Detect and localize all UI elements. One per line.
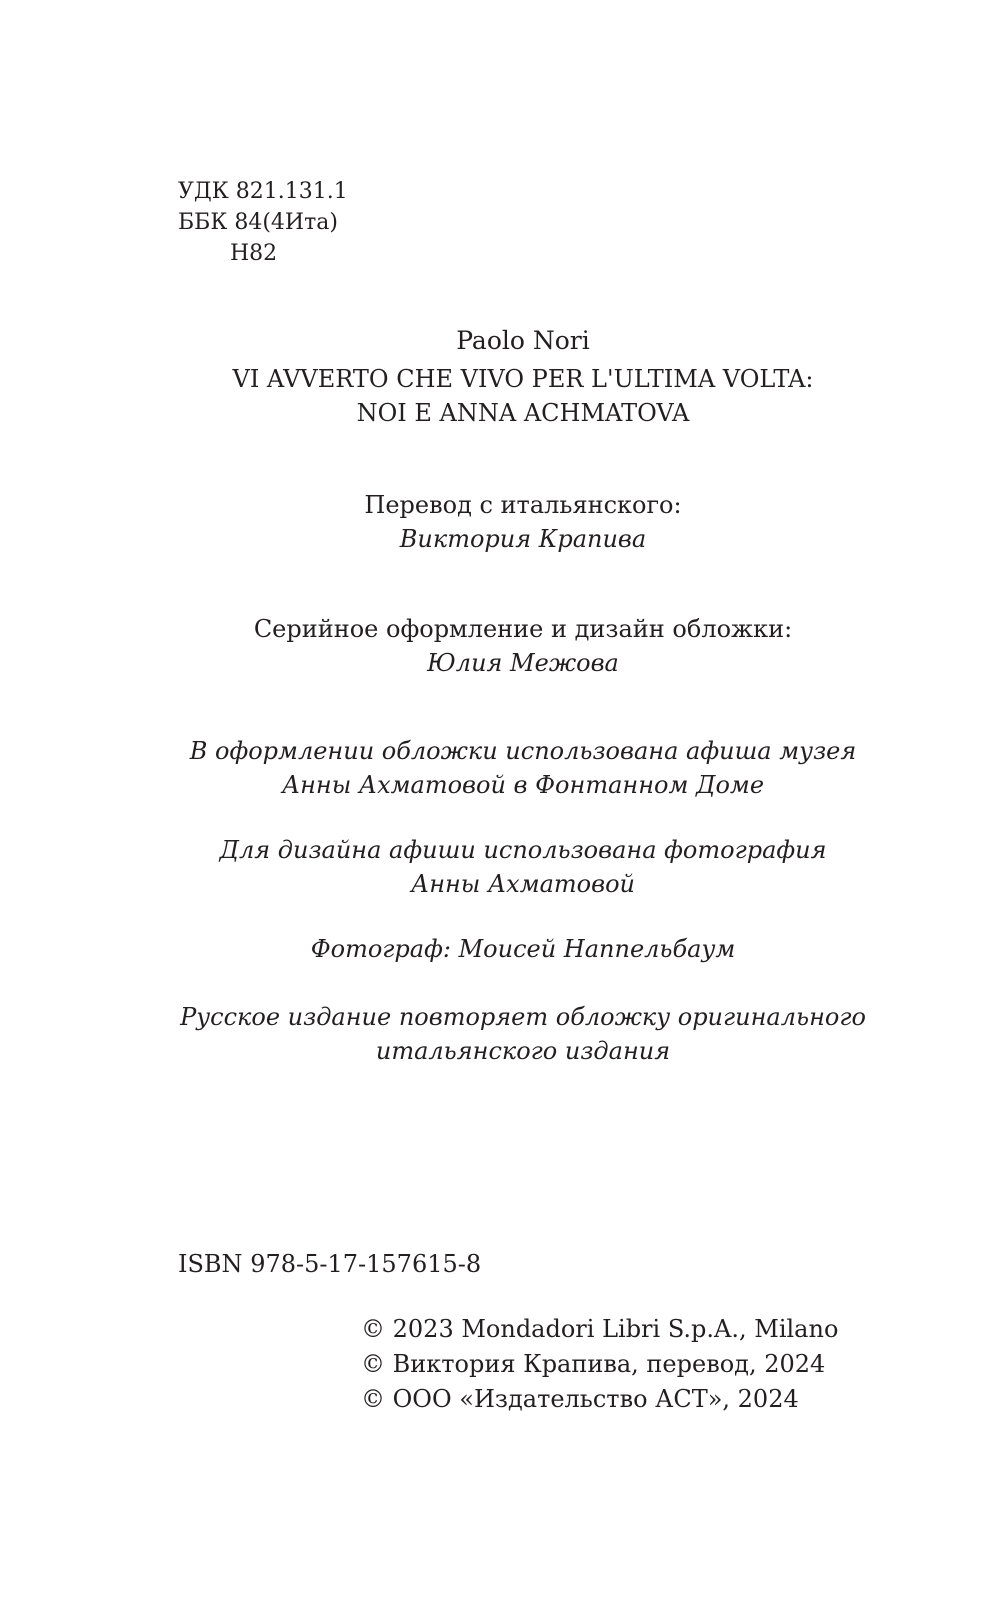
cover-note-line-1: В оформлении обложки использована афиша музея [189,737,857,765]
poster-note-line-1: Для дизайна афиши использована фотография [219,836,827,864]
photographer-credit [0,932,1000,966]
translation-label: Перевод с итальянского: [364,491,682,519]
bibliographic-codes [178,176,348,269]
copyright-line-translation: © Виктория Крапива, перевод, 2024 [361,1350,826,1378]
author-mark: Н82 [230,241,278,266]
translator-name: Виктория Крапива [399,525,647,553]
photographer-line: Фотограф: Моисей Наппельбаум [310,935,736,963]
edition-note-line-2: итальянского издания [375,1037,671,1065]
copyright-line-publisher: © ООО «Издательство АСТ», 2024 [361,1385,799,1413]
original-author [0,324,1000,358]
bbk-code: ББК 84(4Ита) [178,210,338,235]
original-title [0,362,1000,430]
copyright-notices [361,1312,838,1417]
title-line-2: NOI E ANNA ACHMATOVA [356,399,690,427]
edition-note [0,1000,1000,1068]
cover-note-line-2: Анны Ахматовой в Фонтанном Доме [281,771,765,799]
edition-note-line-1: Русское издание повторяет обложку оригинального [180,1003,866,1031]
designer-name: Юлия Межова [427,649,619,677]
author-name: Paolo Nori [456,326,590,355]
poster-note [0,833,1000,901]
translation-credit [0,488,1000,556]
cover-note [0,734,1000,802]
design-label: Серийное оформление и дизайн обложки: [253,615,793,643]
design-credit [0,612,1000,680]
copyright-line-original: © 2023 Mondadori Libri S.p.A., Milano [361,1315,839,1343]
poster-note-line-2: Анны Ахматовой [411,870,635,898]
title-line-1: VI AVVERTO CHE VIVO PER L'ULTIMA VOLTA: [232,365,814,393]
udk-code: УДК 821.131.1 [178,179,348,204]
isbn-number: ISBN 978-5-17-157615-8 [178,1250,482,1278]
